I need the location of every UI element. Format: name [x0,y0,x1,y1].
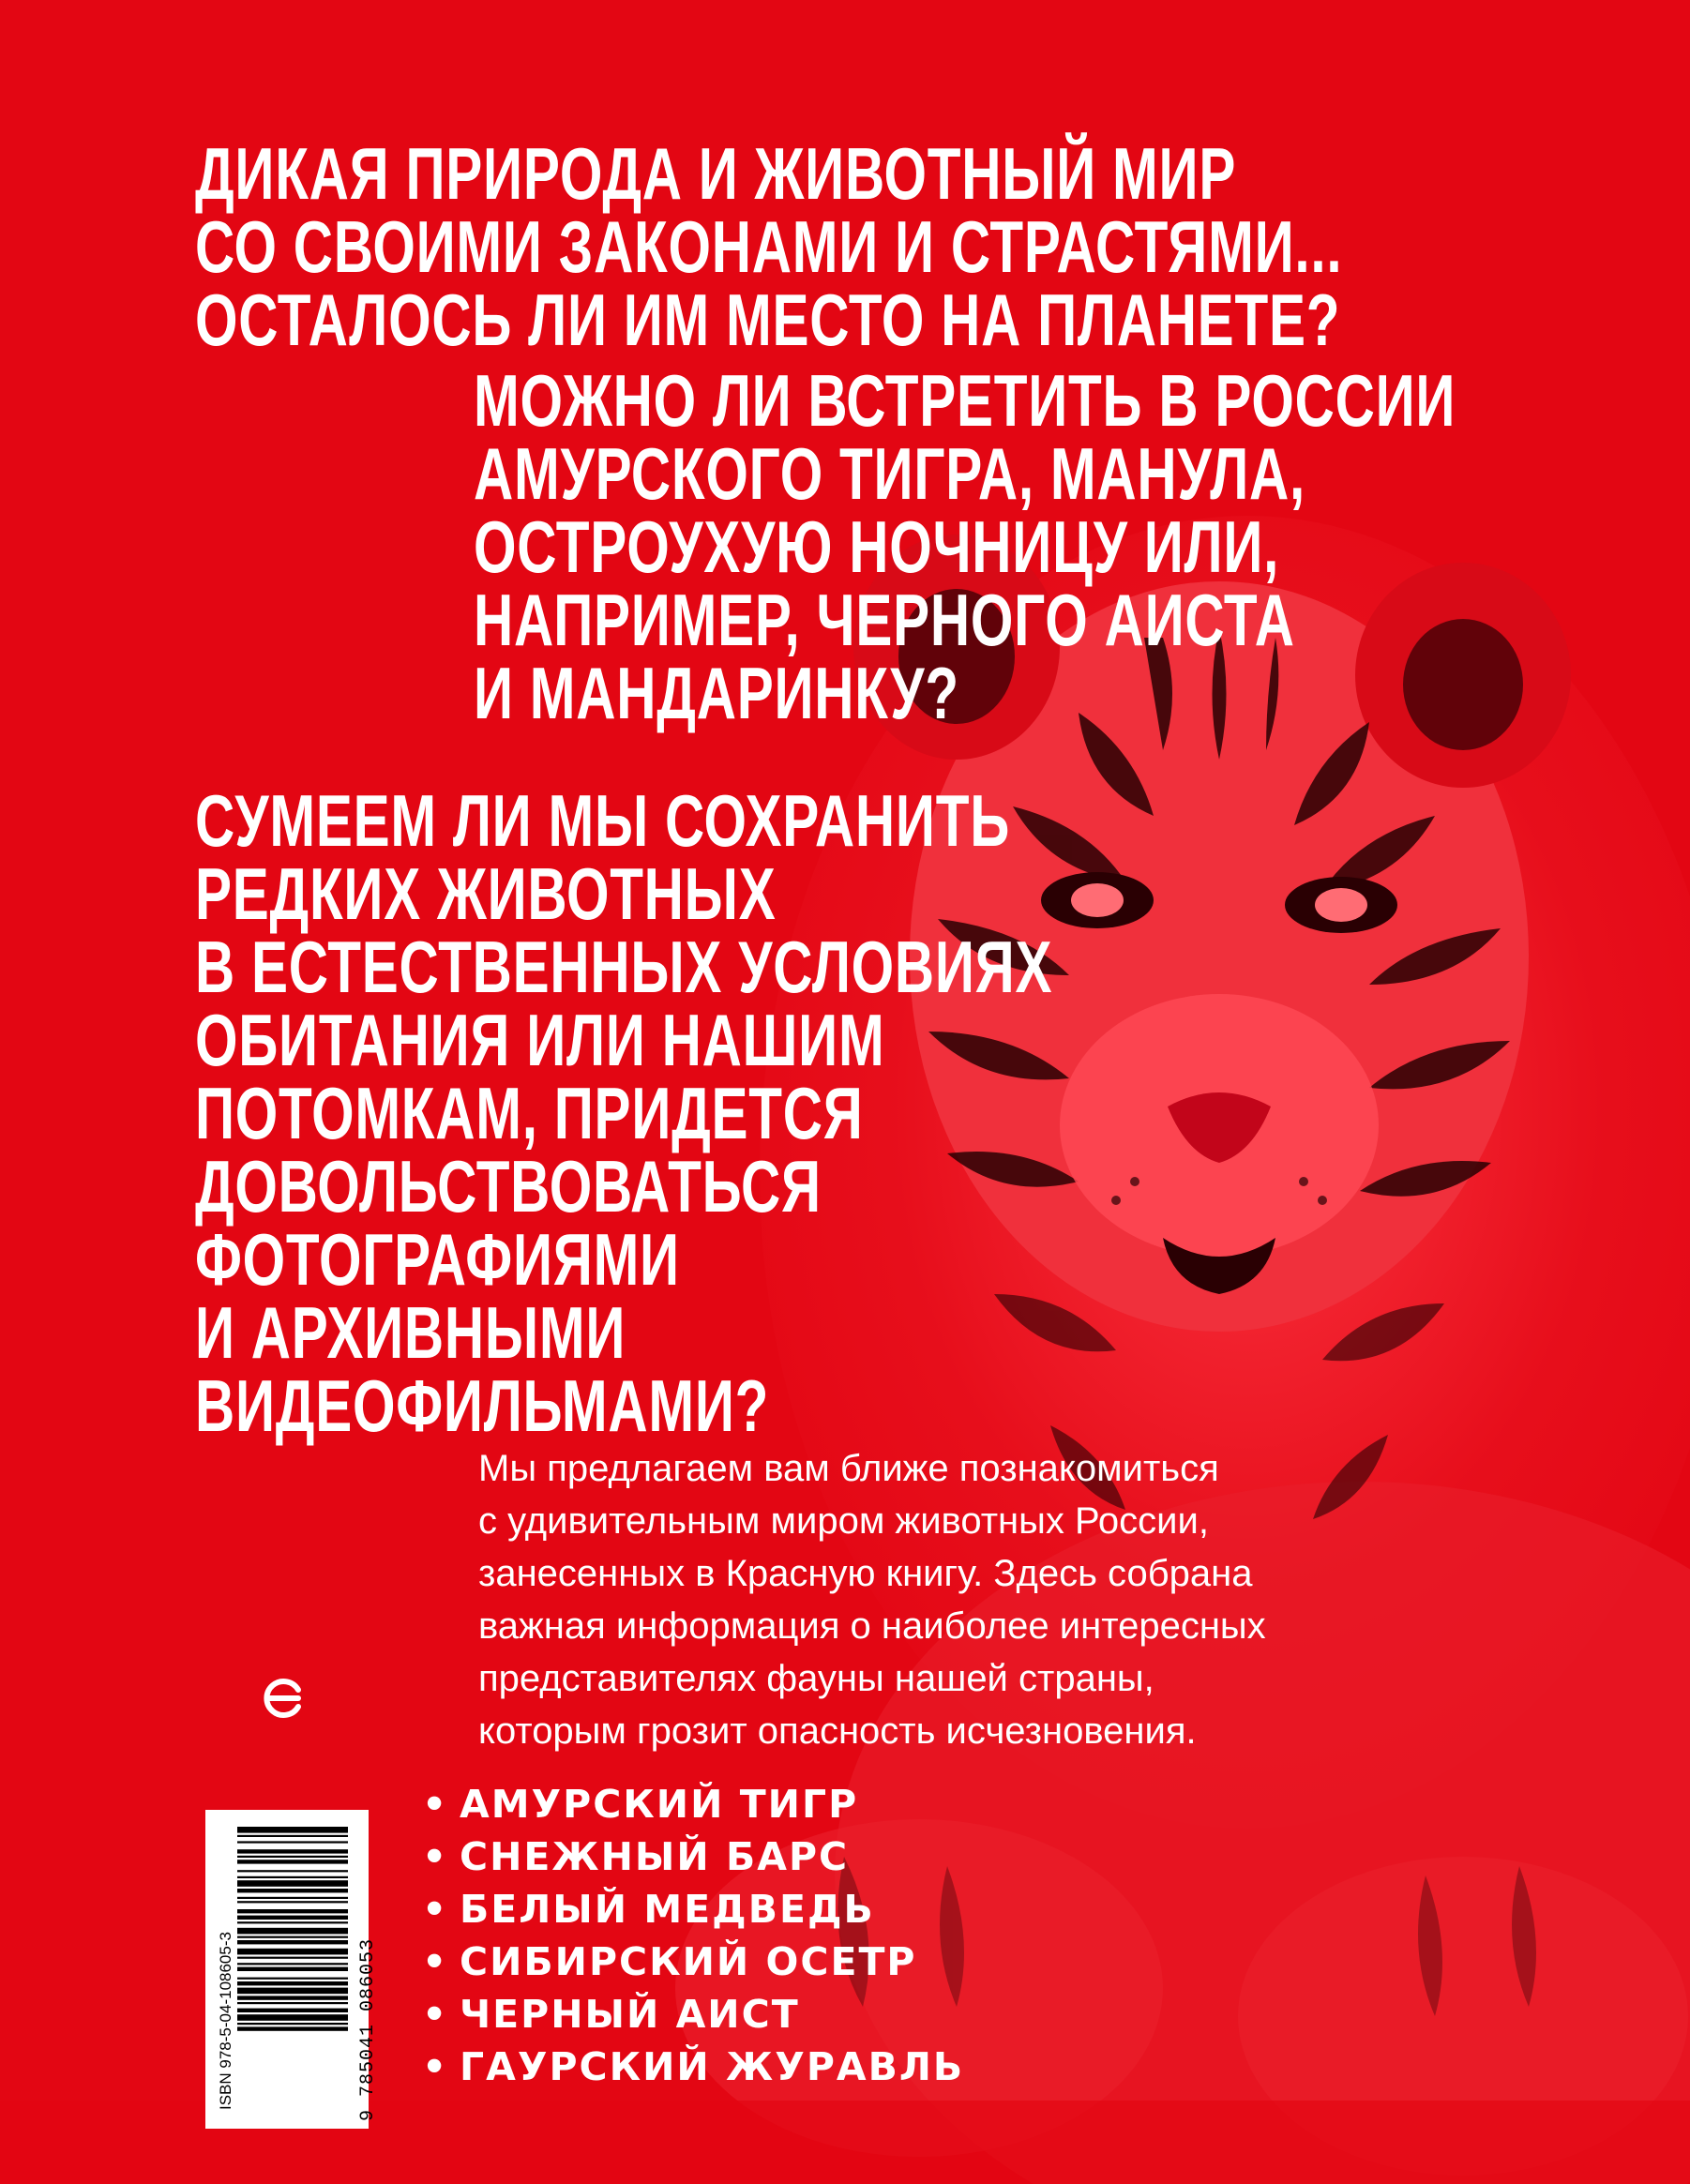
barcode-bar [237,1928,348,1935]
species-list [422,1778,964,2093]
list-item [422,1883,964,1935]
barcode-bar [237,1835,348,1837]
barcode-bar [237,1996,348,1999]
isbn-barcode [205,1810,379,2129]
list-item [422,2041,964,2093]
headline-question-line: МОЖНО ЛИ ВСТРЕТИТЬ В РОССИИ [474,359,1456,442]
isbn-number: ISBN 978-5-04-108605-3 [217,1932,234,2110]
barcode-bar [237,1827,348,1833]
barcode-bar [237,1860,348,1863]
barcode-bar [237,1849,348,1853]
species-name: БЕЛЫЙ МЕДВЕДЬ [460,1887,875,1932]
species-name: ЧЕРНЫЙ АИСТ [460,1992,800,2037]
barcode-bar [237,1936,348,1938]
headline-preserve-line: РЕДКИХ ЖИВОТНЫХ [195,852,777,935]
barcode-bar [237,1957,348,1959]
description-line: с удивительным миром животных России, [478,1500,1209,1542]
headline-question-line: НАПРИМЕР, ЧЕРНОГО АИСТА [474,579,1295,661]
barcode-bar [237,1870,348,1872]
barcode-bar [237,1988,348,1995]
barcode-bar [237,2023,348,2025]
bullet: • [422,1887,449,1932]
barcode-bar [237,1981,348,1985]
barcode-bar [237,1880,348,1887]
bullet: • [422,1992,449,2037]
barcode-bar [237,1963,348,1965]
bullet: • [422,1939,449,1984]
barcode-bar [237,1967,348,1971]
barcode-bar [237,2014,348,2021]
list-item [422,1935,964,1988]
barcode-bar [237,2026,348,2030]
headline-preserve-line: СУМЕЕМ ЛИ МЫ СОХРАНИТЬ [195,779,1011,862]
headline-preserve-line: В ЕСТЕСТВЕННЫХ УСЛОВИЯХ [195,926,1053,1008]
list-item [422,1778,964,1830]
headline-preserve-line: ДОВОЛЬСТВОВАТЬСЯ [195,1145,822,1228]
barcode-bar [237,1940,348,1944]
barcode-bar [237,2009,348,2012]
barcode-bar [237,1916,348,1920]
species-name: ГАУРСКИЙ ЖУРАВЛЬ [460,2044,965,2089]
species-name: АМУРСКИЙ ТИГР [460,1782,859,1827]
headline-question-line: АМУРСКОГО ТИГРА, МАНУЛА, [474,432,1306,515]
headline-preserve-line: ФОТОГРАФИЯМИ [195,1218,680,1301]
headline-intro-line: ДИКАЯ ПРИРОДА И ЖИВОТНЫЙ МИР [195,132,1237,215]
barcode-bar [237,1889,348,1892]
species-name: СИБИРСКИЙ ОСЕТР [460,1939,917,1984]
headline-intro-line: ОСТАЛОСЬ ЛИ ИМ МЕСТО НА ПЛАНЕТЕ? [195,279,1341,361]
description-line: которым грозит опасность исчезновения. [478,1710,1197,1752]
bullet: • [422,2044,449,2089]
list-item [422,1830,964,1883]
headline-question-preserve [195,779,1053,1447]
barcode-bar [237,1876,348,1878]
species-name: СНЕЖНЫЙ БАРС [460,1834,850,1879]
barcode-bar [237,1841,348,1843]
barcode-bar [237,2002,348,2004]
headline-intro [195,132,1343,361]
headline-question-line: ОСТРОУХУЮ НОЧНИЦУ ИЛИ, [474,505,1280,588]
bullet: • [422,1834,449,1879]
barcode-bar [237,1856,348,1858]
barcode-bar [237,1909,348,1913]
ean-digits: 9 785041 086053 [357,1937,379,2121]
book-description [478,1442,1266,1757]
barcode-bar [237,1897,348,1899]
headline-question-russia [474,359,1456,734]
headline-preserve-line: ПОТОМКАМ, ПРИДЕТСЯ [195,1072,864,1154]
headline-question-line: И МАНДАРИНКУ? [474,652,959,734]
description-line: занесенных в Красную книгу. Здесь собрана [478,1553,1253,1594]
description-line: Мы предлагаем вам ближе познакомиться [478,1448,1219,1489]
barcode-bar [237,1949,348,1955]
barcode-bar [237,1921,348,1923]
barcode-bar [237,1901,348,1903]
description-line: представителях фауны нашей страны, [478,1658,1154,1699]
publisher-logo-icon [257,1671,309,1724]
headline-intro-line: СО СВОИМИ ЗАКОНАМИ И СТРАСТЯМИ... [195,205,1343,288]
barcode-bar [237,1978,348,1980]
description-line: важная информация о наиболее интересных [478,1605,1266,1647]
headline-preserve-line: ОБИТАНИЯ ИЛИ НАШИМ [195,999,885,1081]
list-item [422,1988,964,2041]
headline-preserve-line: И АРХИВНЫМИ [195,1291,626,1374]
bullet: • [422,1782,449,1827]
headline-preserve-line: ВИДЕОФИЛЬМАМИ? [195,1364,770,1447]
